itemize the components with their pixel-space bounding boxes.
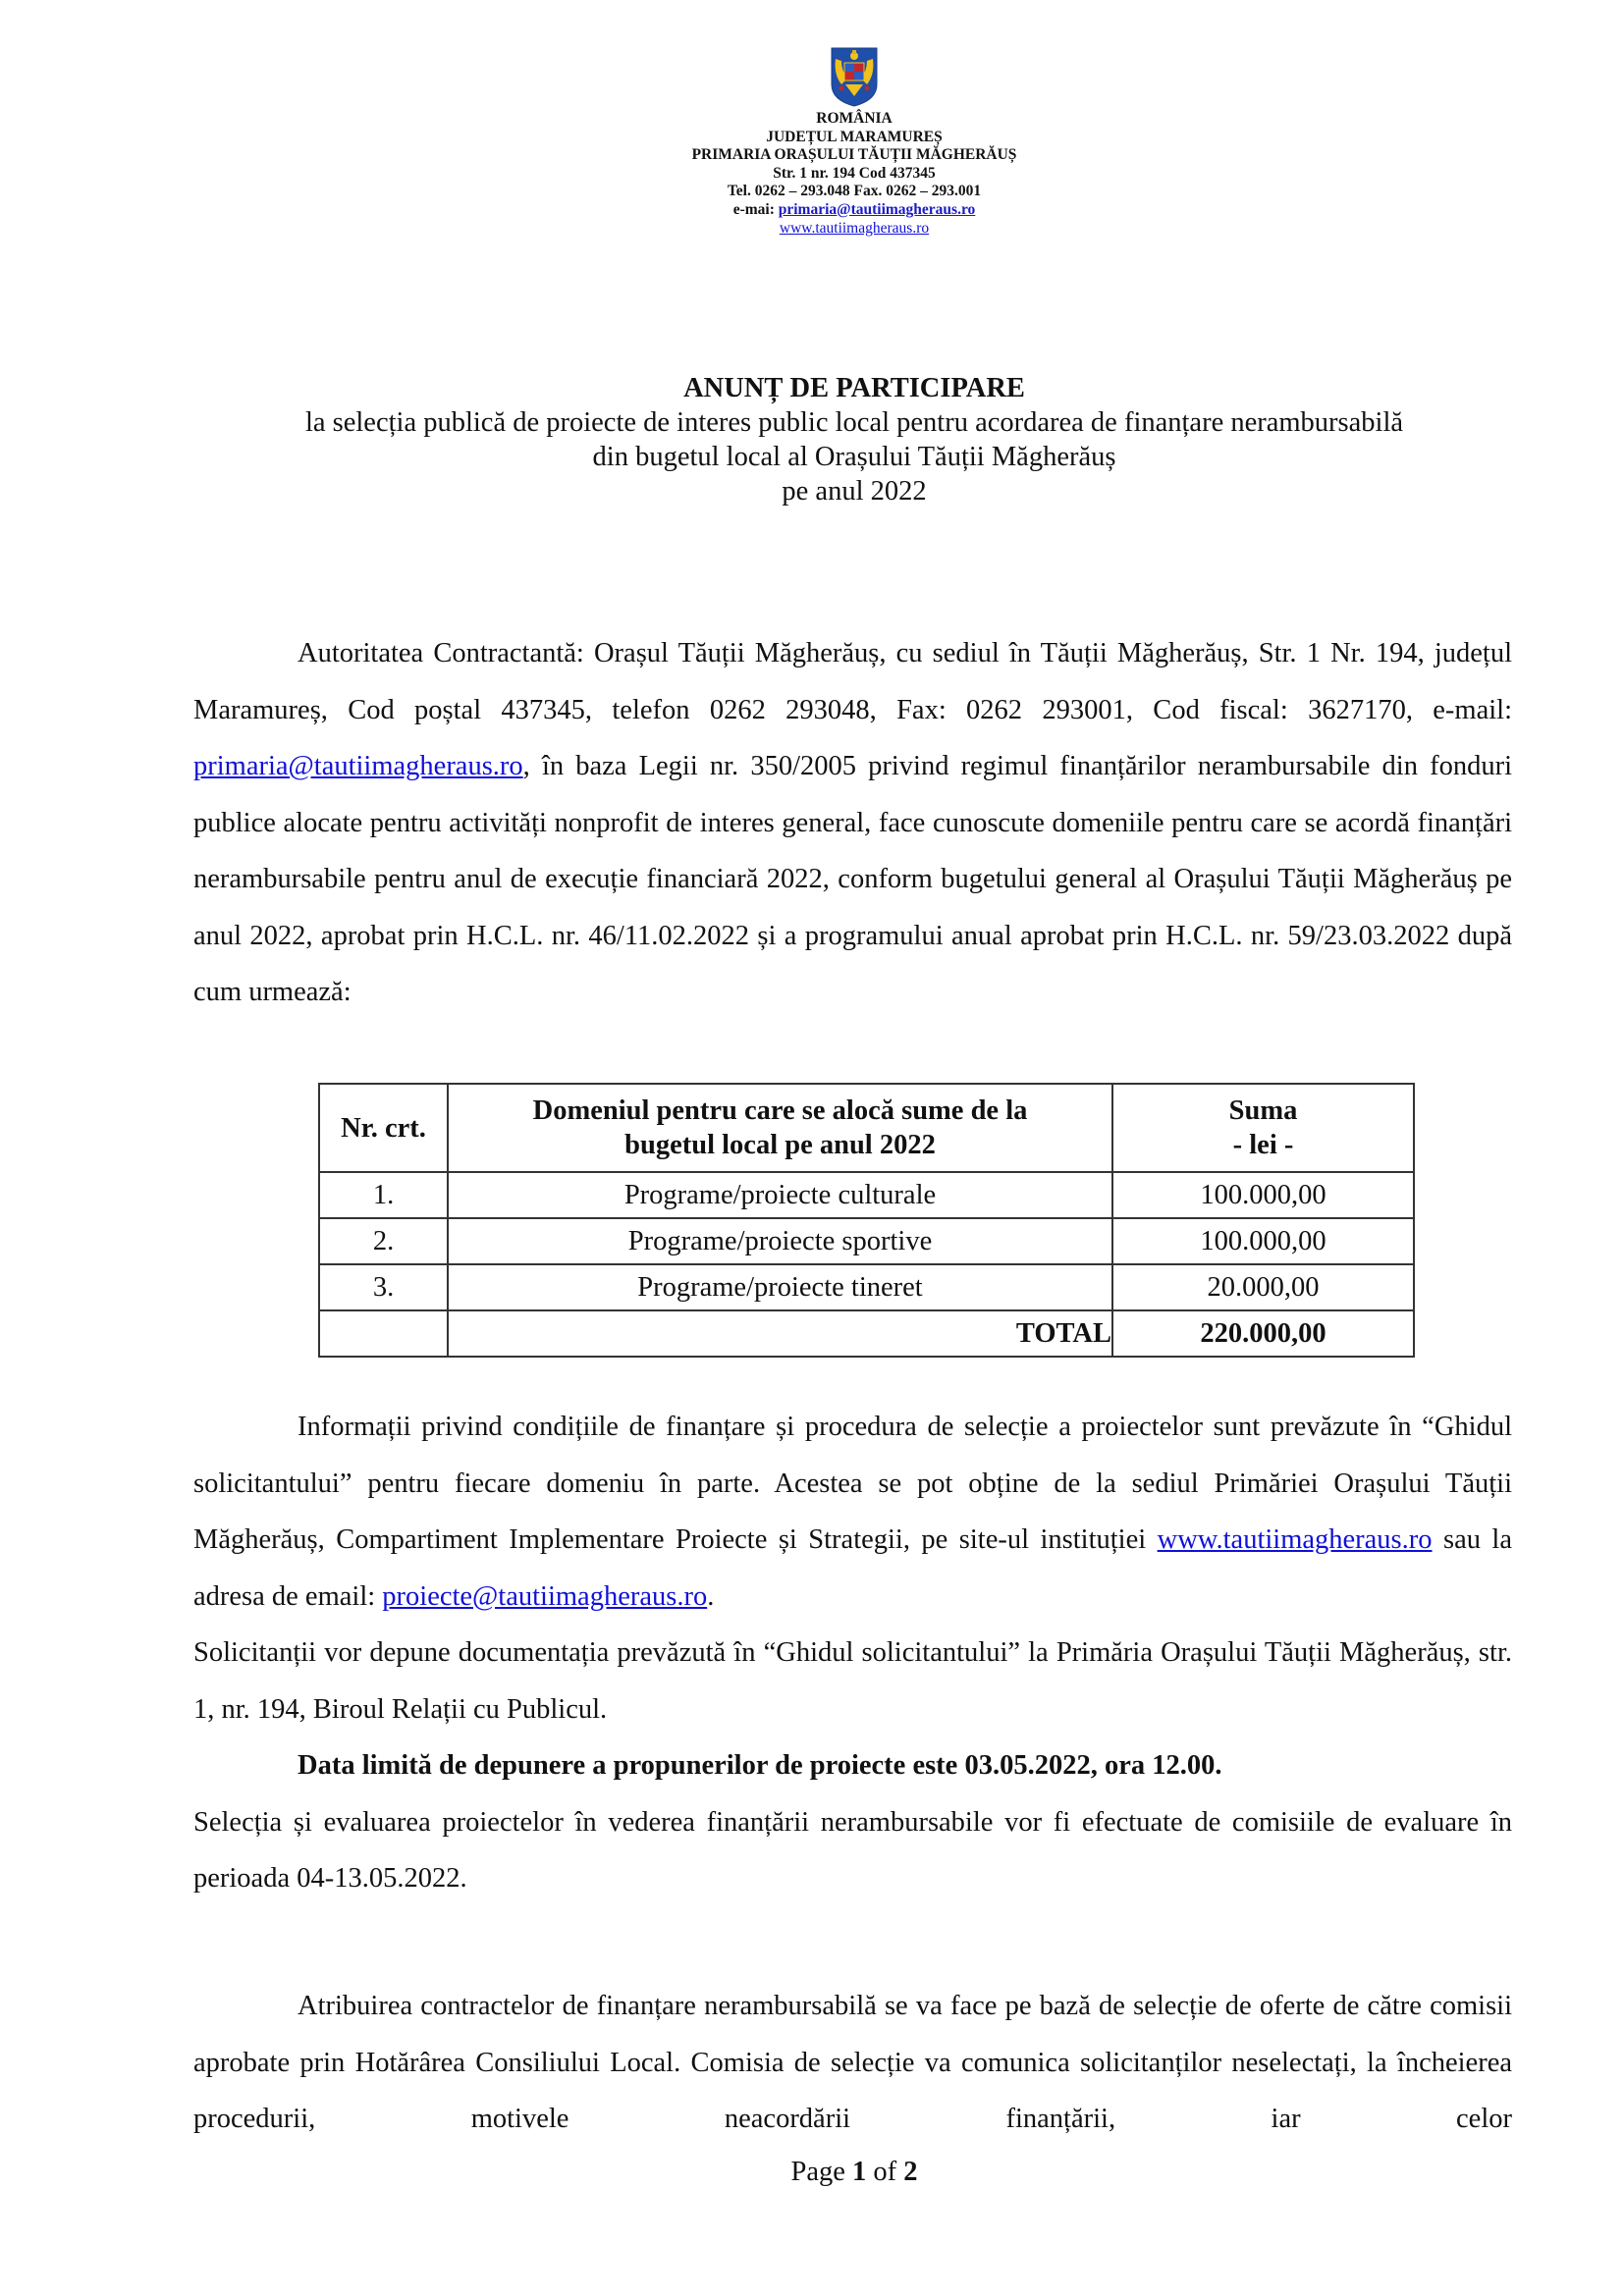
page-footer xyxy=(0,2157,1624,2188)
letterhead-website-line xyxy=(0,219,1624,239)
page-of: of xyxy=(866,2157,904,2187)
subtitle-line-2: din bugetul local al Orașului Tăuții Măgherăuș xyxy=(592,442,1116,472)
page-label: Page xyxy=(790,2157,853,2187)
table-row xyxy=(319,1264,1414,1310)
cell-sum: 20.000,00 xyxy=(1112,1264,1414,1310)
total-value: 220.000,00 xyxy=(1112,1310,1414,1357)
subtitle-line-1: la selecția publică de proiecte de interes public local pentru acordarea de finanțare nerambursabilă xyxy=(304,407,1404,438)
contract-award-text: Atribuirea contractelor de finanțare nerambursabilă se va face pe bază de selecție de oferte de către comisii aprobate prin Hotărârea Consiliului Local. Comisia de selecție va comunica solicitanților neselectați, la încheierea procedurii, motivele neacordării finanțării, iar celor xyxy=(193,1991,1512,2134)
text-segment: Autoritatea Contractantă: Orașul Tăuții Măgherăuș, cu sediul în Tăuții Măgherăuș, Str. 1 Nr. 194, județul Maramureș, Cod poștal 437345, telefon 0262 293048, Fax: 0262 293001, Cod fiscal: 3627170, e-mail: xyxy=(193,638,1512,725)
letterhead xyxy=(0,45,1624,239)
letterhead-email-line xyxy=(0,201,1624,220)
cell-domain: Programe/proiecte culturale xyxy=(448,1172,1112,1218)
letterhead-country: ROMÂNIA xyxy=(816,110,893,127)
projects-email-link[interactable]: proiecte@tautiimagheraus.ro xyxy=(382,1580,708,1612)
letterhead-website-link[interactable]: www.tautiimagheraus.ro xyxy=(779,220,930,237)
text-segment: . xyxy=(707,1580,715,1612)
letterhead-phone-fax: Tel. 0262 – 293.048 Fax. 0262 – 293.001 xyxy=(727,183,982,199)
cell-domain: Programe/proiecte sportive xyxy=(448,1218,1112,1264)
table-row xyxy=(319,1218,1414,1264)
cell-nr: 1. xyxy=(319,1172,448,1218)
text-segment: Informații privind condițiile de finanțare și procedura de selecție a proiectelor sunt prevăzute în “Ghidul solicitantului” pentru fiecare domeniu în parte. Acestea se pot obține de la sediul Primăriei Orașului Tăuții Măgherăuș, Compartiment Implementare Proiecte și Strategii, pe site-ul instituției xyxy=(193,1412,1512,1555)
submission-paragraph xyxy=(193,1625,1512,1907)
header-sum xyxy=(1112,1084,1414,1172)
letterhead-email-label: e-mai: xyxy=(732,200,779,218)
submission-text: Solicitanții vor depune documentația prevăzută în “Ghidul solicitantului” la Primăria Orașului Tăuții Măgherăuș, str. 1, nr. 194, Biroul Relații cu Publicul. xyxy=(193,1637,1512,1725)
page-total: 2 xyxy=(903,2157,918,2187)
letterhead-county: JUDEȚUL MARAMUREȘ xyxy=(766,128,943,145)
authority-email-link[interactable]: primaria@tautiimagheraus.ro xyxy=(193,751,523,781)
header-nr-crt: Nr. crt. xyxy=(319,1084,448,1172)
paragraph-text xyxy=(193,1399,1512,1625)
budget-allocation-table xyxy=(318,1083,1415,1358)
table-row xyxy=(319,1172,1414,1218)
page-title: ANUNȚ DE PARTICIPARE xyxy=(683,373,1025,403)
website-link[interactable]: www.tautiimagheraus.ro xyxy=(1157,1524,1433,1555)
total-label: TOTAL xyxy=(448,1310,1112,1357)
title-block xyxy=(0,371,1624,508)
deadline-text: Data limită de depunere a propunerilor de proiecte este 03.05.2022, ora 12.00. xyxy=(298,1750,1222,1781)
cell-nr-empty xyxy=(319,1310,448,1357)
contract-award-paragraph xyxy=(193,1978,1512,2148)
header-domain xyxy=(448,1084,1112,1172)
cell-sum: 100.000,00 xyxy=(1112,1172,1414,1218)
romania-coat-of-arms-icon xyxy=(828,45,881,108)
paragraph-text xyxy=(193,625,1512,1021)
cell-sum: 100.000,00 xyxy=(1112,1218,1414,1264)
table-total-row xyxy=(319,1310,1414,1357)
page-current: 1 xyxy=(852,2157,867,2187)
header-sum-line2: - lei - xyxy=(1232,1130,1294,1160)
letterhead-email-link[interactable]: primaria@tautiimagheraus.ro xyxy=(778,200,976,218)
subtitle-line-3: pe anul 2022 xyxy=(782,476,927,507)
letterhead-institution: PRIMARIA ORAȘULUI TĂUȚII MĂGHERĂUȘ xyxy=(691,146,1017,163)
cell-nr: 3. xyxy=(319,1264,448,1310)
cell-nr: 2. xyxy=(319,1218,448,1264)
contracting-authority-paragraph xyxy=(193,625,1512,1021)
evaluation-text: Selecția și evaluarea proiectelor în vederea finanțării nerambursabile vor fi efectuate de comisiile de evaluare în perioada 04-13.05.2022. xyxy=(193,1806,1512,1894)
cell-domain: Programe/proiecte tineret xyxy=(448,1264,1112,1310)
letterhead-address: Str. 1 nr. 194 Cod 437345 xyxy=(773,164,936,182)
table-header-row xyxy=(319,1084,1414,1172)
information-paragraph xyxy=(193,1399,1512,1625)
text-segment: sau la adresa de email: xyxy=(193,1524,1512,1612)
header-sum-line1: Suma xyxy=(1228,1095,1298,1126)
header-domain-text: Domeniul pentru care se alocă sume de la bugetul local pe anul 2022 xyxy=(532,1095,1028,1160)
text-segment: , în baza Legii nr. 350/2005 privind regimul finanțărilor nerambursabile din fonduri publice alocate pentru activități nonprofit de interes general, face cunoscute domeniile pentru care se acordă finanțări nerambursabile pentru anul de execuție financiară 2022, conform bugetului general al Orașului Tăuții Măgherăuș pe anul 2022, aprobat prin H.C.L. nr. 46/11.02.2022 și a programului anual aprobat prin H.C.L. nr. 59/23.03.2022 după cum urmează: xyxy=(193,751,1512,1007)
